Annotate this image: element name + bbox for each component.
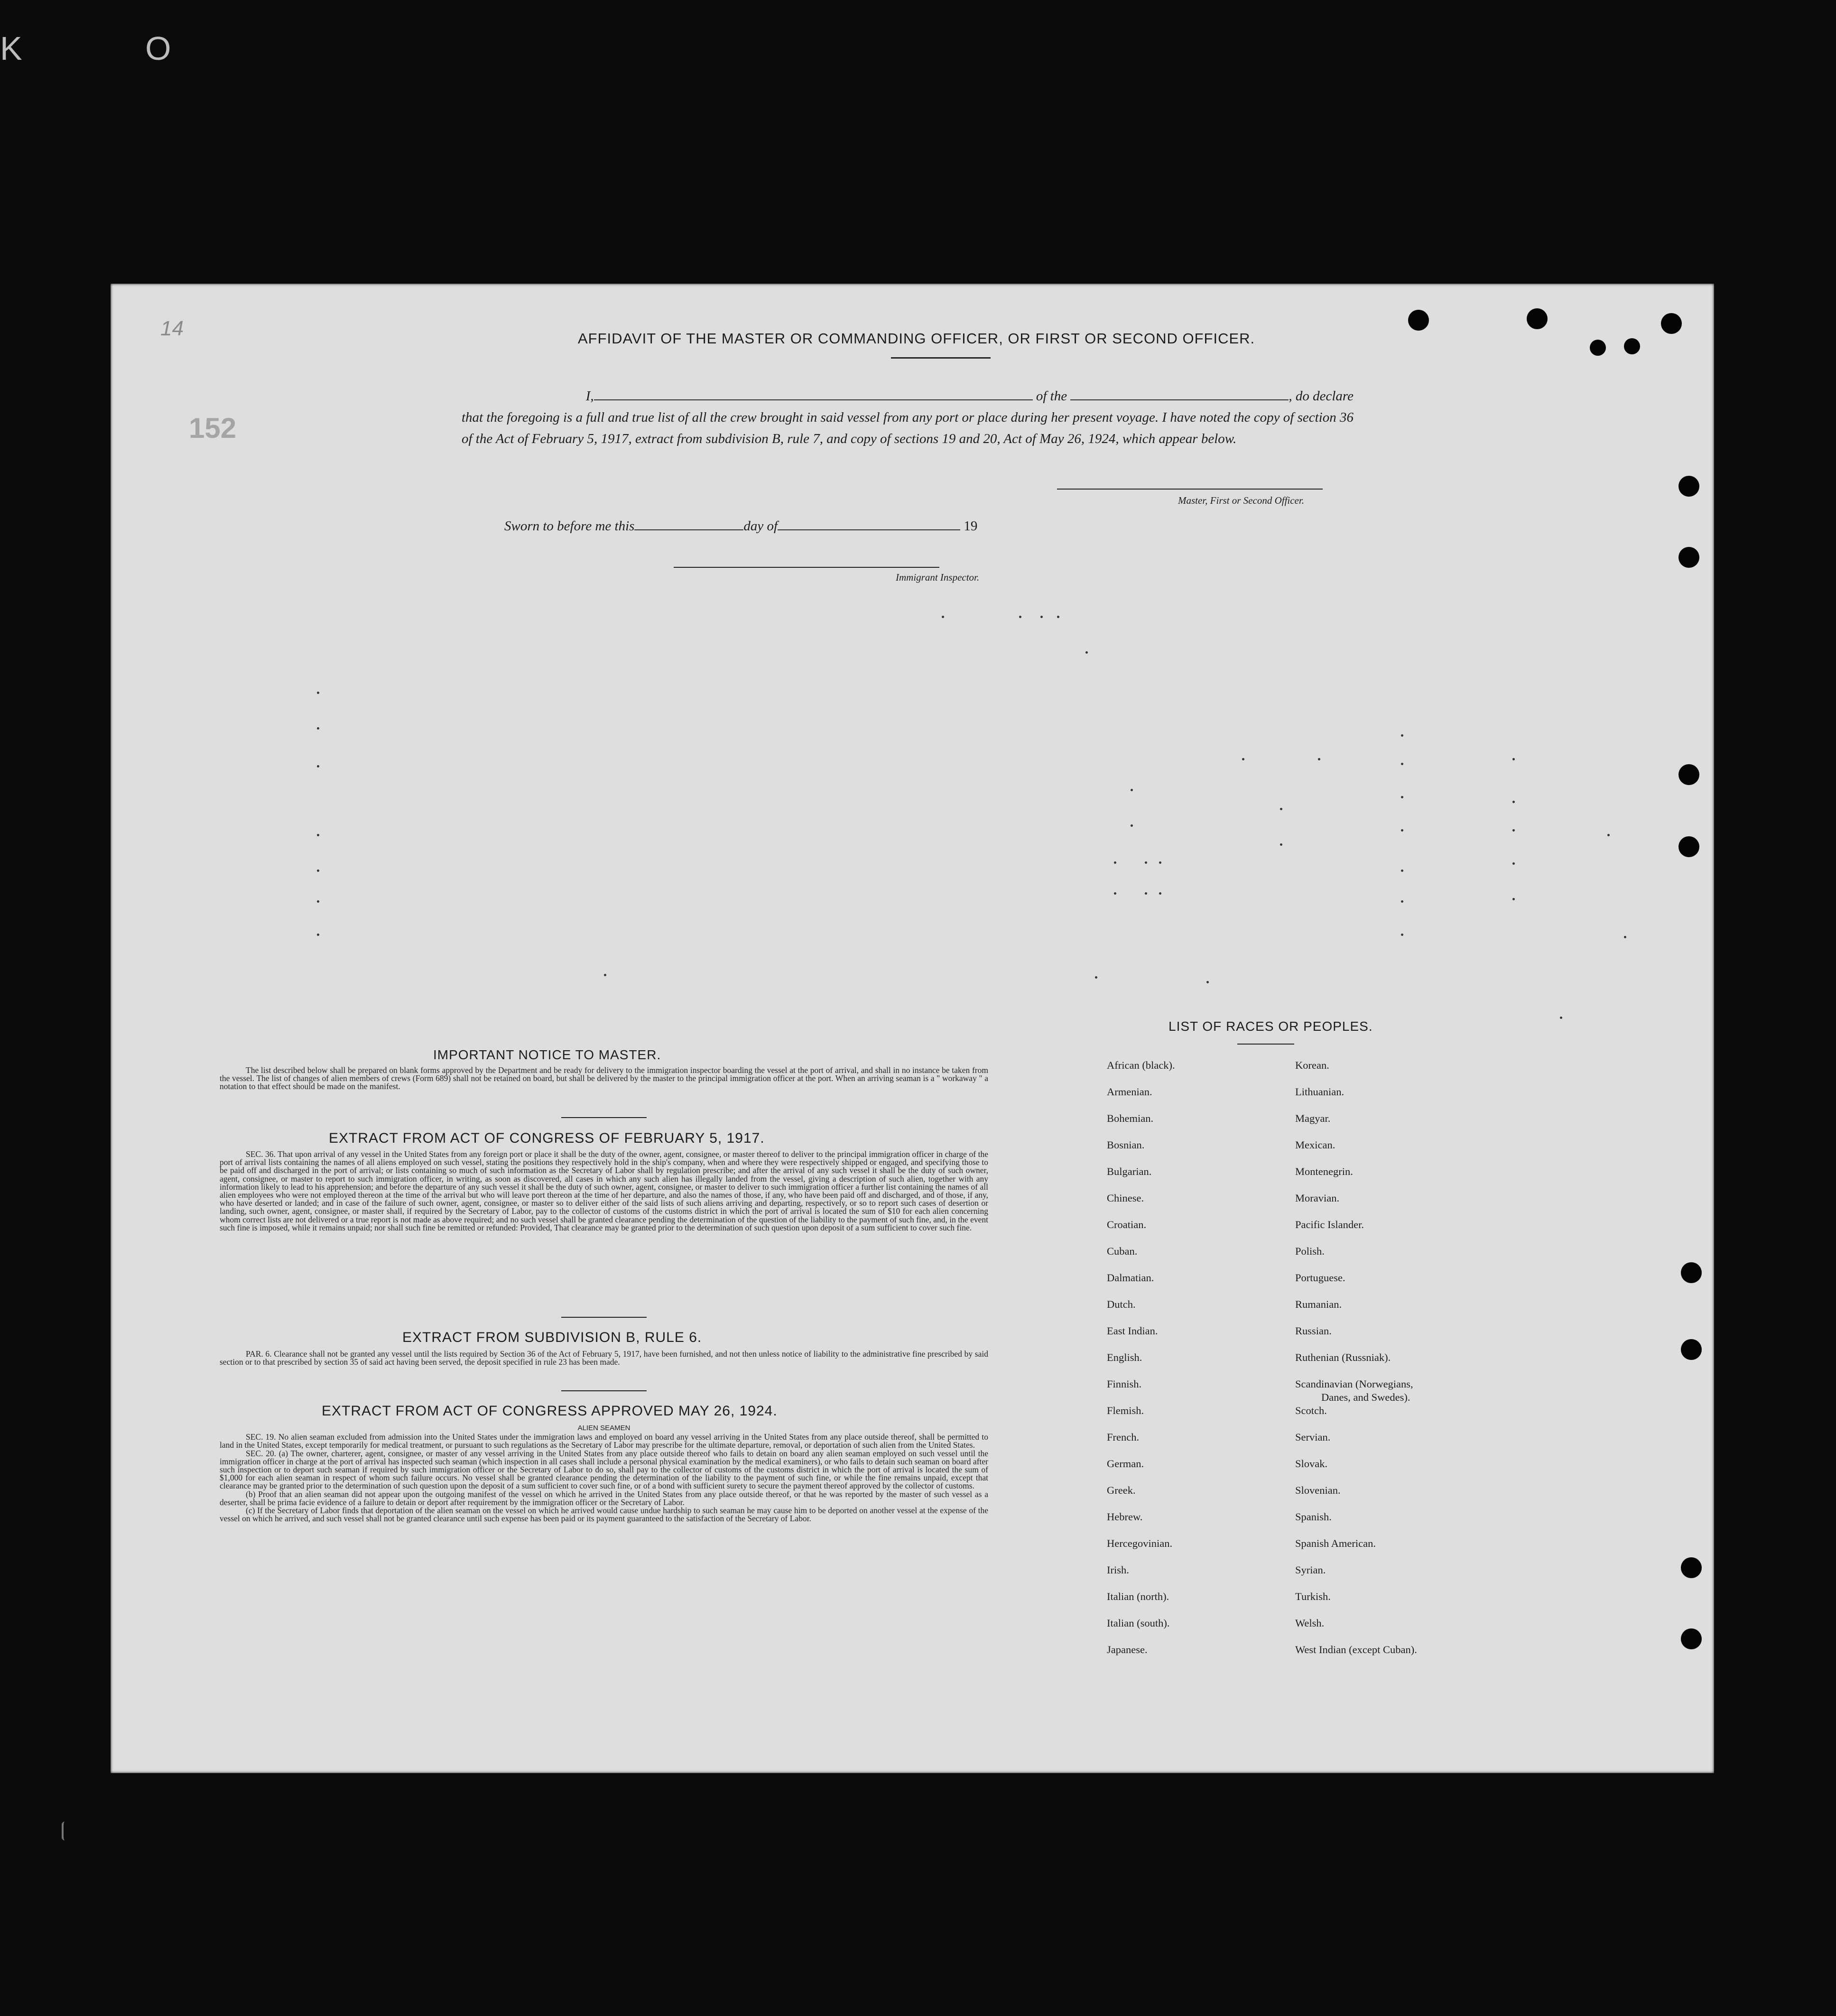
race-item: Chinese. <box>1107 1192 1144 1204</box>
paper-speck <box>317 900 319 903</box>
race-item: Korean. <box>1295 1059 1329 1071</box>
section-20a-paragraph: SEC. 20. (a) The owner, charterer, agent, consignee, or master of any vessel arriving in the United States from any place outside thereof who fails to detain on board any alien seaman employed on such vessel until the immigration officer in charge at the port of arrival has inspected such seaman (which inspection in all cases shall include a personal physical examination by the medical examiners), or who fails to detain such seaman on board after such inspection or to deport such seaman if required by such immigration officer or the Secretary of Labor to do so, shall pay to the collector of customs of the customs district in which the port of arrival is located the sum of $1,000 for each alien seaman in respect of whom such failure occurs. No vessel shall be granted clearance pending the determination of the liability to the payment of such fine, or while the fine remains unpaid, except that clearance may be granted prior to the determination of such question upon the deposit of a sum sufficient to cover such fine, or of a bond with sufficient surety to secure the payment thereof approved by the collector of customs. <box>220 1448 988 1491</box>
extract-rule6-title: EXTRACT FROM SUBDIVISION B, RULE 6. <box>402 1330 702 1345</box>
inspector-signature-line <box>674 567 939 568</box>
punch-hole <box>1678 764 1699 785</box>
race-item: Russian. <box>1295 1325 1332 1337</box>
film-edge-mark <box>62 1822 68 1840</box>
sworn-day-of: day of <box>743 518 778 534</box>
section-rule <box>561 1390 647 1391</box>
paper-speck <box>1512 758 1515 760</box>
paper-speck <box>1131 789 1133 791</box>
punch-hole <box>1681 1557 1702 1578</box>
race-item: Italian (south). <box>1107 1617 1170 1629</box>
race-item: Greek. <box>1107 1484 1136 1496</box>
race-item: Dutch. <box>1107 1298 1136 1310</box>
vessel-blank <box>1070 399 1289 400</box>
paper-speck <box>1560 1017 1562 1019</box>
race-item: Irish. <box>1107 1564 1129 1576</box>
race-item: Rumanian. <box>1295 1298 1342 1310</box>
paper-speck <box>1131 824 1133 827</box>
race-item: Bulgarian. <box>1107 1165 1152 1177</box>
race-item: Armenian. <box>1107 1086 1152 1098</box>
race-item: Mexican. <box>1295 1139 1335 1151</box>
race-item: Pacific Islander. <box>1295 1219 1364 1230</box>
punch-hole <box>1681 1262 1702 1283</box>
paper-speck <box>1512 898 1515 900</box>
paper-speck <box>1512 862 1515 865</box>
paper-speck <box>317 692 319 694</box>
affidavit-i: I, <box>585 388 594 404</box>
race-item: Japanese. <box>1107 1644 1148 1655</box>
paper-speck <box>1145 861 1147 864</box>
paper-speck <box>1280 843 1282 846</box>
paper-speck <box>1019 616 1021 618</box>
extract-1917-text <box>220 1150 988 1232</box>
race-item: Italian (north). <box>1107 1591 1169 1602</box>
film-corner-mark: K O <box>0 30 228 67</box>
section-20c-paragraph: (c) If the Secretary of Labor finds that deportation of the alien seaman on the vessel on which he arrived would cause undue hardship to such seaman he may cause him to be deported on another vessel at the expense of the vessel on which he arrived, and such vessel shall not be granted clearance until such expense has been paid or its payment guaranteed to the satisfaction of the Secretary of Labor. <box>220 1506 988 1524</box>
race-item: Welsh. <box>1295 1617 1325 1629</box>
paper-speck <box>1159 892 1161 895</box>
race-item-continuation: Danes, and Swedes). <box>1321 1391 1410 1403</box>
sworn-date-blank <box>634 529 743 530</box>
paper-speck <box>1145 892 1147 895</box>
paper-speck <box>1318 758 1320 760</box>
affidavit-body-text: that the foregoing is a full and true list of all the crew brought in said vessel from any port or place during her present voyage. I have noted the copy of section 36 of the Act of February 5, 1917, extract from subdivision B, rule 7, and copy of sections 19 and 20, Act of May 26, 1924, which appear below. <box>462 410 1354 446</box>
sworn-year: 19 <box>964 518 978 534</box>
race-item: Portuguese. <box>1295 1272 1345 1284</box>
sworn-prefix: Sworn to before me this <box>504 518 635 534</box>
master-signature-label: Master, First or Second Officer. <box>1178 495 1304 506</box>
race-item: Bohemian. <box>1107 1112 1154 1124</box>
race-item: Syrian. <box>1295 1564 1326 1576</box>
races-title-rule <box>1237 1044 1294 1045</box>
race-item: Montenegrin. <box>1295 1165 1353 1177</box>
section-36-paragraph: SEC. 36. That upon arrival of any vessel in the United States from any foreign port or place it shall be the duty of the owner, agent, consignee, or master thereof to deliver to the principal immigration officer in charge of the port of arrival lists containing the names of all aliens employed on such vessel, stating the positions they respectively hold in the ship's company, when and where they were respectively shipped or engaged, and specifying those to be paid off and discharged in the port of arrival; or lists containing so much of such information as the Secretary of Labor shall by regulation prescribe; and after the arrival of any such vessel it shall be the duty of such owner, agent, consignee, or master to report to such immigration officer, in writing, as soon as discovered, all cases in which any such alien has illegally landed from the vessel, giving a description of such alien, together with any information likely to lead to his apprehension; and before the departure of any such vessel it shall be the duty of such owner, agent, consignee, or master to deliver to such immigration officer a further list containing the names of all alien employees who were not employed thereon at the time of the arrival but who will leave port thereon at the time of her departure, and also the names of those, if any, who have been paid off and discharged, and of those, if any, who have deserted or landed; and in case of the failure of such owner, agent, consignee, or master so to deliver either of the said lists of such aliens arriving and departing, respectively, or so to report such cases of desertion or landing, such owner, agent, consignee, or master shall, if required by the Secretary of Labor, pay to the collector of customs of the customs district in which the port of arrival is located the sum of $10 for each alien concerning whom correct lists are not delivered or a true report is not made as above required; and no such vessel shall be granted clearance pending the determination of the question of the liability to the payment of such fine, and, in the event such fine is imposed, while it remains unpaid; nor shall such fine be remitted or refunded: Provided, That clearance may be granted prior to the determination of such question upon deposit of a sum sufficient to cover such fine. <box>220 1149 988 1232</box>
paper-speck <box>317 934 319 936</box>
paper-speck <box>1512 829 1515 832</box>
race-item: Bosnian. <box>1107 1139 1145 1151</box>
notice-paragraph: The list described below shall be prepared on blank forms approved by the Department and be ready for delivery to the immigration inspector boarding the vessel at the port of arrival, and shall in no instance be taken from the vessel. The list of changes of alien members of crews (Form 689) shall not be retained on board, but shall be delivered by the master to the principal immigration officer at the port. When an arriving seaman is a " workaway " a notation to that effect should be made on the manifest. <box>220 1065 988 1091</box>
race-item: Finnish. <box>1107 1378 1142 1390</box>
punch-hole <box>1661 313 1682 334</box>
paper-speck <box>1206 981 1209 983</box>
race-item: Flemish. <box>1107 1405 1144 1416</box>
race-item: French. <box>1107 1431 1140 1443</box>
extract-1917-title: EXTRACT FROM ACT OF CONGRESS OF FEBRUARY 5, 1917. <box>329 1130 765 1146</box>
punch-hole <box>1408 310 1429 331</box>
race-item: Hercegovinian. <box>1107 1537 1173 1549</box>
manifest-page <box>111 284 1714 1773</box>
race-item: Spanish American. <box>1295 1537 1376 1549</box>
extract-1924-text <box>220 1422 988 1523</box>
race-item: Spanish. <box>1295 1511 1332 1523</box>
race-item: Ruthenian (Russniak). <box>1295 1351 1391 1363</box>
race-item: English. <box>1107 1351 1142 1363</box>
race-item: Turkish. <box>1295 1591 1331 1602</box>
punch-hole <box>1527 308 1548 329</box>
races-title: LIST OF RACES OR PEOPLES. <box>1168 1019 1373 1034</box>
race-item: African (black). <box>1107 1059 1175 1071</box>
affidavit-title-rule <box>891 357 991 359</box>
punch-hole <box>1681 1339 1702 1360</box>
paper-speck <box>1401 900 1403 903</box>
affidavit-title: AFFIDAVIT OF THE MASTER OR COMMANDING OFFICER, OR FIRST OR SECOND OFFICER. <box>578 330 1255 347</box>
paper-speck <box>1401 796 1403 798</box>
race-item: Croatian. <box>1107 1219 1147 1230</box>
paper-speck <box>1057 616 1059 618</box>
race-item: Scandinavian (Norwegians, <box>1295 1378 1413 1390</box>
paper-speck <box>1040 616 1043 618</box>
paper-speck <box>1242 758 1244 760</box>
section-19-paragraph: SEC. 19. No alien seaman excluded from admission into the United States under the immigration laws and employed on board any vessel arriving in the United States from any place outside thereof, shall be permitted to land in the United States, except temporarily for medical treatment, or pursuant to such regulations as the Secretary of Labor may prescribe for the ultimate departure, removal, or deportation of such alien from the United States. <box>220 1432 988 1450</box>
extract-rule6-text <box>220 1350 988 1366</box>
paper-speck <box>1401 934 1403 936</box>
pencil-page-number: 14 <box>160 317 184 340</box>
paper-speck <box>1280 808 1282 810</box>
affidavit-statement <box>462 386 1354 450</box>
section-rule <box>561 1317 647 1318</box>
punch-hole <box>1678 476 1699 497</box>
race-item: Cuban. <box>1107 1245 1138 1257</box>
paper-speck <box>1159 861 1161 864</box>
sworn-month-blank <box>778 529 960 530</box>
race-item: Scotch. <box>1295 1405 1327 1416</box>
race-item: Servian. <box>1295 1431 1331 1443</box>
race-item: Slovak. <box>1295 1458 1328 1470</box>
paper-speck <box>317 834 319 836</box>
race-item: Polish. <box>1295 1245 1325 1257</box>
race-item: Moravian. <box>1295 1192 1340 1204</box>
race-item: Dalmatian. <box>1107 1272 1154 1284</box>
paper-speck <box>604 974 606 976</box>
punch-hole <box>1678 547 1699 568</box>
punch-hole <box>1590 340 1606 356</box>
sworn-line <box>504 518 977 534</box>
race-item: Lithuanian. <box>1295 1086 1345 1098</box>
paper-speck <box>1401 869 1403 872</box>
race-item: West Indian (except Cuban). <box>1295 1644 1417 1655</box>
affidavit-do-declare: , do declare <box>1289 388 1354 404</box>
section-rule <box>561 1117 647 1118</box>
paper-speck <box>1114 892 1116 895</box>
paper-speck <box>317 727 319 730</box>
notice-title: IMPORTANT NOTICE TO MASTER. <box>433 1047 661 1062</box>
punch-hole <box>1678 836 1699 857</box>
paper-speck <box>1401 734 1403 737</box>
punch-hole <box>1681 1628 1702 1649</box>
name-blank <box>594 399 1033 400</box>
paper-speck <box>317 869 319 872</box>
faint-stamp-number: 152 <box>189 412 237 444</box>
extract-1924-title: EXTRACT FROM ACT OF CONGRESS APPROVED MAY 26, 1924. <box>322 1403 778 1419</box>
rule-6-paragraph: PAR. 6. Clearance shall not be granted any vessel until the lists required by Section 36 of the Act of February 5, 1917, have been furnished, and not then unless notice of liability to the administrative fine prescribed by said section or to that prescribed by section 35 of said act having been served, the deposit specified in rule 23 has been made. <box>220 1349 988 1367</box>
race-item: German. <box>1107 1458 1144 1470</box>
notice-text <box>220 1066 988 1091</box>
master-signature-line <box>1057 489 1323 490</box>
paper-speck <box>1401 829 1403 832</box>
race-item: Hebrew. <box>1107 1511 1143 1523</box>
race-item: Slovenian. <box>1295 1484 1341 1496</box>
paper-speck <box>942 616 944 618</box>
affidavit-of-the: of the <box>1036 388 1067 404</box>
race-item: East Indian. <box>1107 1325 1158 1337</box>
punch-hole <box>1624 338 1640 354</box>
paper-speck <box>317 765 319 768</box>
section-20b-paragraph: (b) Proof that an alien seaman did not appear upon the outgoing manifest of the vessel on which he arrived in the United States from any place outside thereof, or that he was reported by the master of such vessel as a deserter, shall be prima facie evidence of a failure to detain or deport after requirement by the immigration officer or the Secretary of Labor. <box>220 1489 988 1507</box>
race-item: Magyar. <box>1295 1112 1331 1124</box>
paper-speck <box>1512 801 1515 803</box>
paper-speck <box>1114 861 1116 864</box>
paper-speck <box>1085 651 1088 654</box>
paper-speck <box>1607 834 1610 836</box>
paper-speck <box>1401 763 1403 765</box>
paper-speck <box>1624 936 1626 938</box>
alien-seamen-subtitle: ALIEN SEAMEN <box>577 1424 631 1432</box>
inspector-signature-label: Immigrant Inspector. <box>896 572 980 583</box>
paper-speck <box>1095 976 1097 979</box>
